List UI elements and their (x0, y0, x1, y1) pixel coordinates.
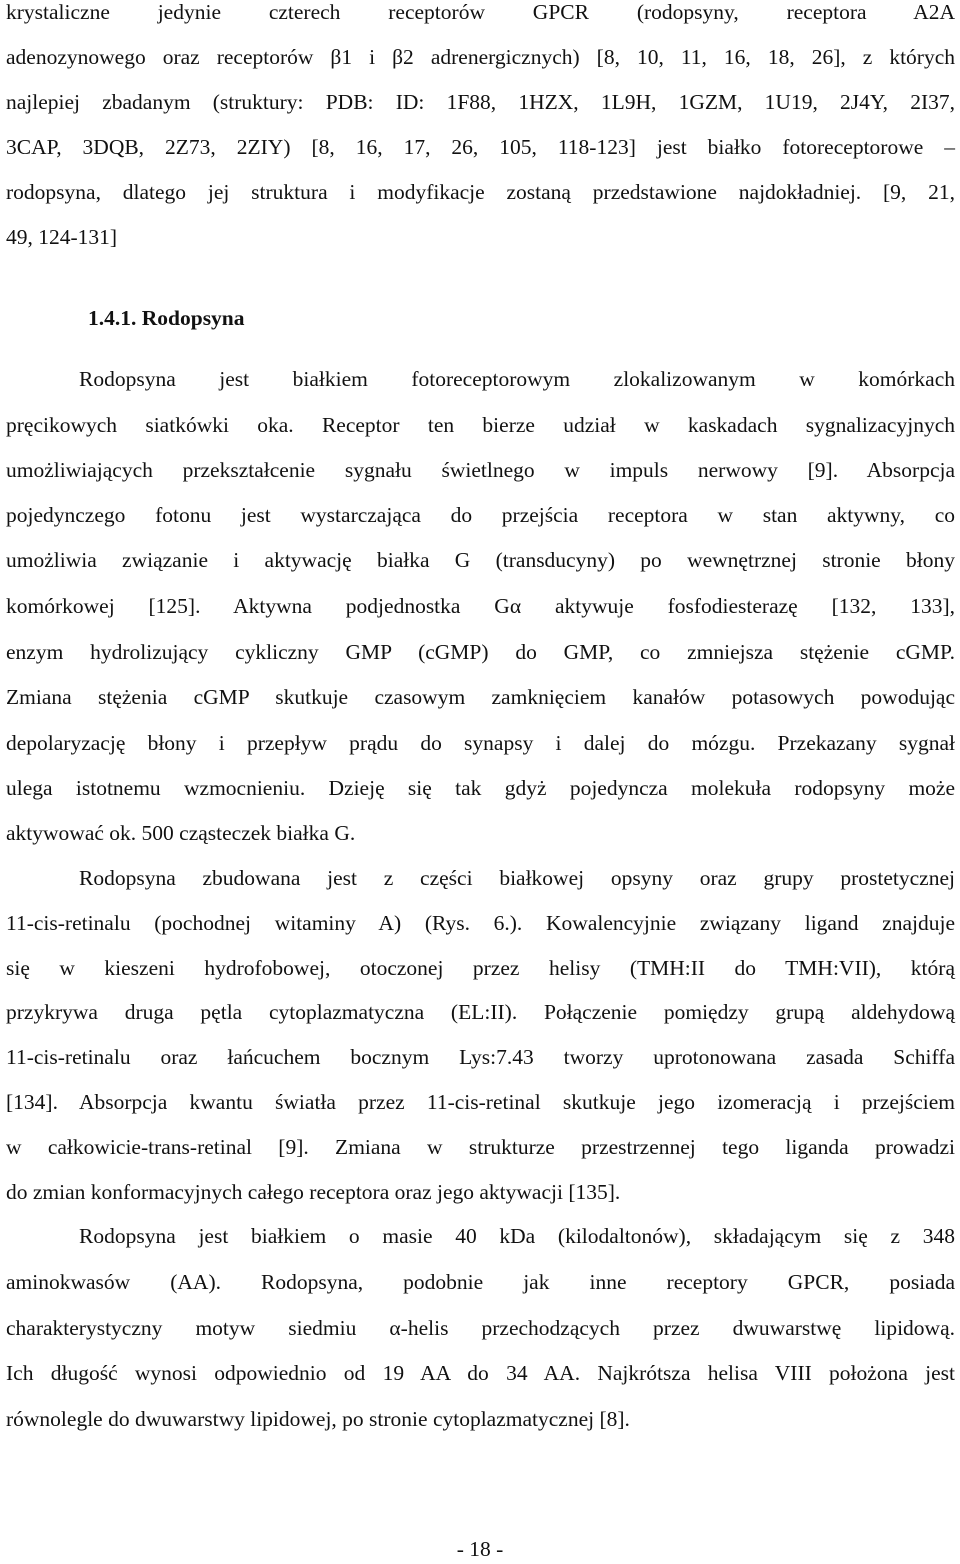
section-heading: 1.4.1. Rodopsyna (88, 306, 245, 330)
page-number: - 18 - (456, 1537, 504, 1561)
paragraph-line: Zmiana stężenia cGMP skutkuje czasowym zamknięciem kanałów potasowych powodując (6, 685, 955, 709)
paragraph-line: Rodopsyna jest białkiem fotoreceptorowym zlokalizowanym w komórkach (79, 367, 955, 391)
paragraph-line: pręcikowych siatkówki oka. Receptor ten bierze udział w kaskadach sygnalizacyjnych (6, 413, 955, 437)
intro-line: adenozynowego oraz receptorów β1 i β2 adrenergicznych) [8, 10, 11, 16, 18, 26], z których (6, 45, 955, 69)
paragraph-line: aminokwasów (AA). Rodopsyna, podobnie jak inne receptory GPCR, posiada (6, 1270, 955, 1294)
paragraph-line: umożliwia związanie i aktywację białka G (transducyny) po wewnętrznej stronie błony (6, 548, 955, 572)
paragraph-line: charakterystyczny motyw siedmiu α-helis przechodzących przez dwuwarstwę lipidową. (6, 1316, 955, 1340)
paragraph-line: komórkowej [125]. Aktywna podjednostka Gα aktywuje fosfodiesterazę [132, 133], (6, 594, 955, 618)
paragraph-line: depolaryzację błony i przepływ prądu do synapsy i dalej do mózgu. Przekazany sygnał (6, 731, 955, 755)
paragraph-line: 11-cis-retinalu oraz łańcuchem bocznym Lys:7.43 tworzy uprotonowana zasada Schiffa (6, 1045, 955, 1069)
paragraph-line: pojedynczego fotonu jest wystarczająca do przejścia receptora w stan aktywny, co (6, 503, 955, 527)
paragraph-line: w całkowicie-trans-retinal [9]. Zmiana w strukturze przestrzennej tego liganda prowadzi (6, 1135, 955, 1159)
paragraph-line: Ich długość wynosi odpowiednio od 19 AA do 34 AA. Najkrótsza helisa VIII położona jest (6, 1361, 955, 1385)
paragraph-line: Rodopsyna zbudowana jest z części białkowej opsyny oraz grupy prostetycznej (79, 866, 955, 890)
paragraph-line: do zmian konformacyjnych całego receptora oraz jego aktywacji [135]. (6, 1180, 621, 1204)
paragraph-line: się w kieszeni hydrofobowej, otoczonej przez helisy (TMH:II do TMH:VII), którą (6, 956, 955, 980)
intro-line: krystaliczne jedynie czterech receptorów GPCR (rodopsyny, receptora A2A (6, 0, 955, 24)
paragraph-line: aktywować ok. 500 cząsteczek białka G. (6, 821, 356, 845)
paragraph-line: umożliwiających przekształcenie sygnału świetlnego w impuls nerwowy [9]. Absorpcja (6, 458, 955, 482)
paragraph-line: enzym hydrolizujący cykliczny GMP (cGMP) do GMP, co zmniejsza stężenie cGMP. (6, 640, 955, 664)
intro-line: 49, 124-131] (6, 225, 118, 249)
intro-line: najlepiej zbadanym (struktury: PDB: ID: 1F88, 1HZX, 1L9H, 1GZM, 1U19, 2J4Y, 2I37, (6, 90, 955, 114)
paragraph-line: przykrywa druga pętla cytoplazmatyczna (EL:II). Połączenie pomiędzy grupą aldehydową (6, 1000, 955, 1024)
paragraph-line: 11-cis-retinalu (pochodnej witaminy A) (Rys. 6.). Kowalencyjnie związany ligand znajduje (6, 911, 955, 935)
intro-line: 3CAP, 3DQB, 2Z73, 2ZIY) [8, 16, 17, 26, 105, 118-123] jest białko fotoreceptorowe – (6, 135, 955, 159)
paragraph-line: [134]. Absorpcja kwantu światła przez 11-cis-retinal skutkuje jego izomeracją i przejściem (6, 1090, 955, 1114)
paragraph-line: Rodopsyna jest białkiem o masie 40 kDa (kilodaltonów), składającym się z 348 (79, 1224, 955, 1248)
paragraph-line: ulega istotnemu wzmocnieniu. Dzieję się tak gdyż pojedyncza molekuła rodopsyny może (6, 776, 955, 800)
paragraph-line: równolegle do dwuwarstwy lipidowej, po stronie cytoplazmatycznej [8]. (6, 1407, 630, 1431)
intro-line: rodopsyna, dlatego jej struktura i modyfikacje zostaną przedstawione najdokładniej. [9, 21, (6, 180, 955, 204)
